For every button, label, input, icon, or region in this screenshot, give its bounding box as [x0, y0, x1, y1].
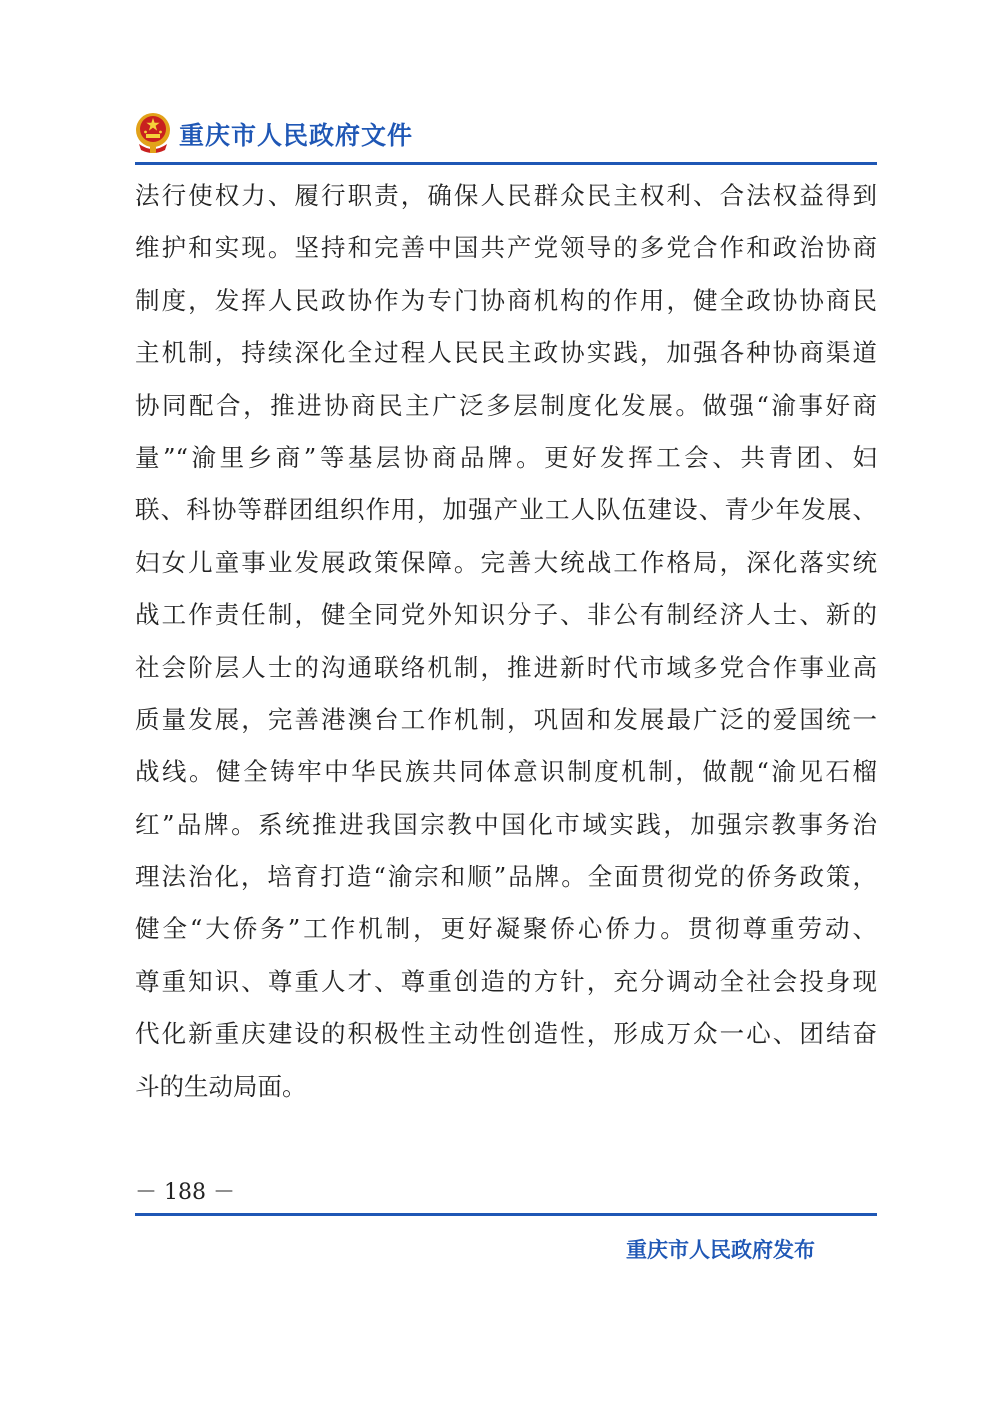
text-line: 联、科协等群团组织作用，加强产业工人队伍建设、青少年发展、 — [135, 495, 877, 525]
body-text — [135, 170, 877, 1113]
text-line: 斗的生动局面。 — [135, 1071, 307, 1101]
text-line: 战线。健全铸牢中华民族共同体意识制度机制，做靓“渝见石榴 — [135, 757, 877, 787]
document-title: 重庆市人民政府文件 — [179, 121, 414, 150]
text-line: 红”品牌。系统推进我国宗教中国化市域实践，加强宗教事务治 — [135, 809, 877, 839]
text-line: 协同配合，推进协商民主广泛多层制度化发展。做强“渝事好商 — [135, 390, 877, 420]
text-line: 主机制，持续深化全过程人民民主政协实践，加强各种协商渠道 — [135, 338, 877, 368]
header-divider — [135, 162, 877, 165]
text-line: 尊重知识、尊重人才、尊重创造的方针，充分调动全社会投身现 — [135, 966, 877, 996]
page-number: － 188 － — [135, 1180, 235, 1205]
text-line: 量”“渝里乡商”等基层协商品牌。更好发挥工会、共青团、妇 — [135, 442, 877, 472]
text-line: 法行使权力、履行职责，确保人民群众民主权利、合法权益得到 — [135, 181, 877, 210]
text-line: 健全“大侨务”工作机制，更好凝聚侨心侨力。贯彻尊重劳动、 — [135, 914, 877, 944]
footer-divider — [135, 1213, 877, 1216]
text-line: 战工作责任制，健全同党外知识分子、非公有制经济人士、新的 — [135, 600, 877, 630]
text-line: 制度，发挥人民政协作为专门协商机构的作用，健全政协协商民 — [135, 285, 877, 315]
footer-publisher: 重庆市人民政府发布 — [626, 1238, 815, 1262]
text-line: 社会阶层人士的沟通联络机制，推进新时代市域多党合作事业高 — [135, 652, 877, 682]
text-line: 代化新重庆建设的积极性主动性创造性，形成万众一心、团结奋 — [135, 1019, 877, 1049]
text-line: 妇女儿童事业发展政策保障。完善大统战工作格局，深化落实统 — [135, 547, 877, 577]
text-line: 理法治化，培育打造“渝宗和顺”品牌。全面贯彻党的侨务政策， — [135, 862, 877, 892]
document-header — [135, 108, 877, 168]
text-line: 维护和实现。坚持和完善中国共产党领导的多党合作和政治协商 — [135, 233, 877, 263]
text-line: 质量发展，完善港澳台工作机制，巩固和发展最广泛的爱国统一 — [135, 704, 877, 734]
national-emblem-icon — [135, 110, 171, 154]
